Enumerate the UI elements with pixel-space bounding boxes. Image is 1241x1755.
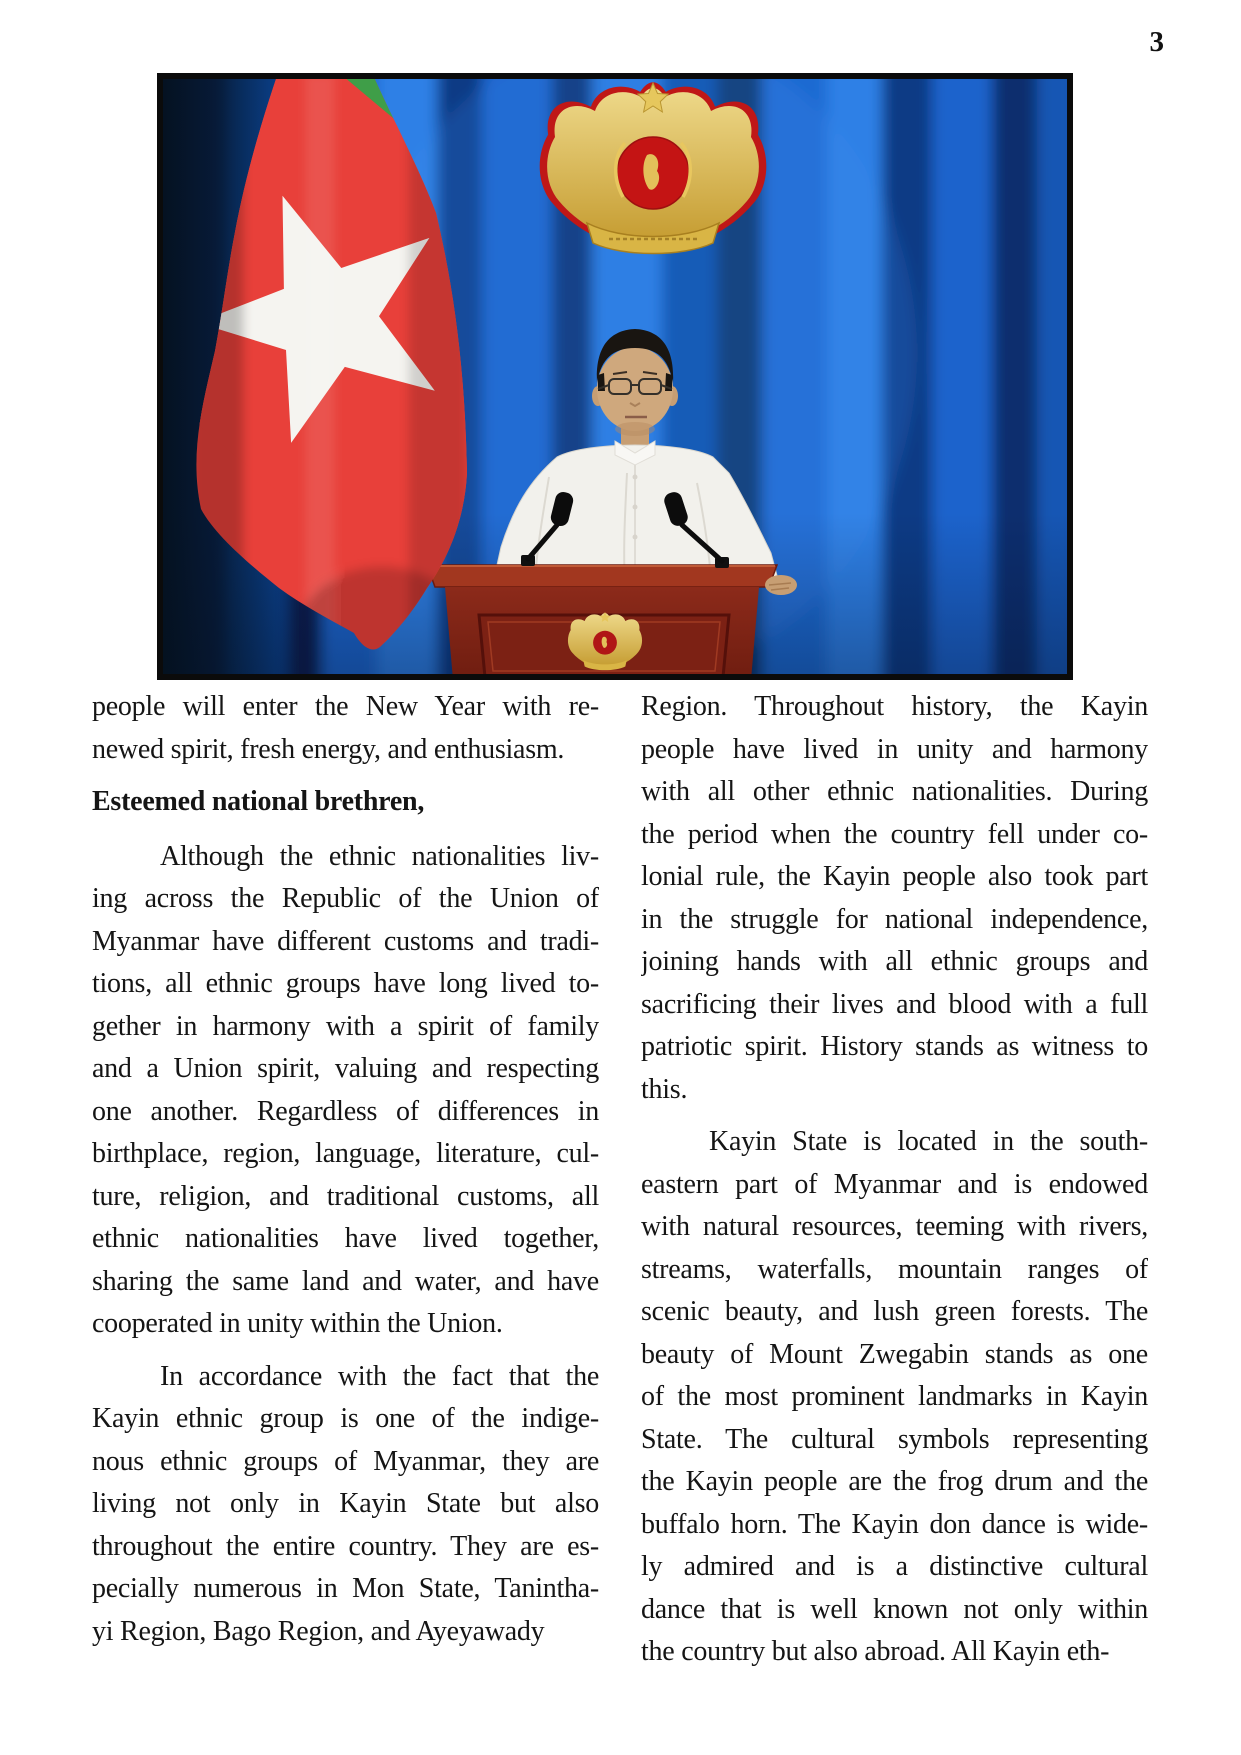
text-line: Esteemed national brethren, (92, 786, 425, 817)
text-line: in the struggle for national independence, (641, 903, 1148, 935)
press-photo (157, 73, 1073, 680)
paragraph (92, 686, 599, 771)
text-line: newed spirit, fresh energy, and enthusiasm. (92, 733, 565, 765)
podium (427, 565, 777, 680)
text-line: Region. Throughout history, the Kayin (641, 691, 1148, 722)
text-line: ethnic nationalities have lived together, (92, 1223, 599, 1254)
text-line: the Kayin people are the frog drum and the (641, 1466, 1148, 1497)
text-line: sacrificing their lives and blood with a full (641, 988, 1148, 1020)
text-line: one another. Regardless of differences in (92, 1095, 599, 1127)
text-line: dance that is well known not only within (641, 1593, 1148, 1625)
text-line: of the most prominent landmarks in Kayin (641, 1381, 1148, 1412)
page-number: 3 (1149, 26, 1164, 58)
text-line: with natural resources, teeming with rivers, (641, 1211, 1148, 1242)
text-line: Kayin State is located in the south- (709, 1126, 1148, 1157)
text-line: living not only in Kayin State but also (92, 1488, 599, 1519)
speaker-hand (765, 575, 797, 595)
text-line: buffalo horn. The Kayin don dance is wide- (641, 1508, 1148, 1540)
text-line: tions, all ethnic groups have long lived to- (92, 968, 599, 999)
text-line: throughout the entire country. They are es- (92, 1530, 599, 1562)
text-line: ing across the Republic of the Union of (92, 883, 599, 914)
press-photo-graphic (157, 73, 1073, 680)
text-column-right (641, 686, 1148, 1684)
text-line: pecially numerous in Mon State, Tanintha- (92, 1573, 599, 1604)
text-line: people have lived in unity and harmony (641, 733, 1148, 765)
text-line: yi Region, Bago Region, and Ayeyawady (92, 1615, 545, 1647)
text-line: with all other ethnic nationalities. During (641, 776, 1148, 807)
text-line: ture, religion, and traditional customs, all (92, 1180, 599, 1212)
text-line: cooperated in unity within the Union. (92, 1308, 503, 1339)
text-line: nous ethnic groups of Myanmar, they are (92, 1445, 599, 1477)
text-line: the country but also abroad. All Kayin eth- (641, 1636, 1110, 1667)
text-line: this. (641, 1073, 688, 1105)
section-heading (92, 781, 599, 824)
text-line: people will enter the New Year with re- (92, 691, 599, 722)
text-line: eastern part of Myanmar and is endowed (641, 1168, 1148, 1200)
text-line: State. The cultural symbols representing (641, 1423, 1148, 1455)
paragraph (641, 686, 1148, 1111)
text-line: In accordance with the fact that the (160, 1360, 599, 1392)
text-line: Myanmar have different customs and tradi- (92, 925, 599, 957)
text-line: and a Union spirit, valuing and respecting (92, 1053, 599, 1084)
text-line: ly admired and is a distinctive cultural (641, 1551, 1148, 1582)
text-line: Kayin ethnic group is one of the indige- (92, 1403, 599, 1434)
text-line: joining hands with all ethnic groups and (641, 946, 1148, 977)
text-line: beauty of Mount Zwegabin stands as one (641, 1338, 1148, 1370)
text-column-left (92, 686, 599, 1663)
text-line: sharing the same land and water, and have (92, 1265, 599, 1297)
text-line: the period when the country fell under co- (641, 818, 1148, 850)
text-line: scenic beauty, and lush green forests. The (641, 1296, 1148, 1327)
paragraph (641, 1121, 1148, 1674)
text-line: streams, waterfalls, mountain ranges of (641, 1253, 1148, 1285)
text-line: Although the ethnic nationalities liv- (160, 840, 599, 872)
text-line: patriotic spirit. History stands as witness to (641, 1031, 1148, 1062)
text-line: lonial rule, the Kayin people also took part (641, 861, 1148, 892)
text-line: birthplace, region, language, literature, cul- (92, 1138, 599, 1169)
paragraph (92, 1356, 599, 1654)
text-line: gether in harmony with a spirit of family (92, 1010, 599, 1042)
paragraph (92, 836, 599, 1346)
